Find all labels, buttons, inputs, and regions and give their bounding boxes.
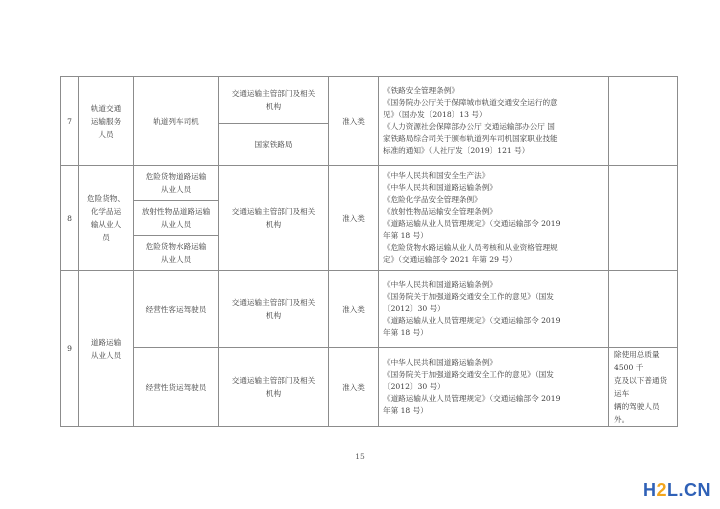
page-number: 15 [355,452,365,461]
basis-cell: 《中华人民共和国道路运输条例》 《国务院关于加强道路交通安全工作的意见》（国发 〔2012〕30 号） 《道路运输从业人员管理规定》（交通运输部令 2019 年第 18 号） [379,348,609,427]
table-row [61,77,678,124]
note-cell [609,166,678,271]
watermark-logo: H2L.CN [643,480,712,500]
category-cell: 危险货物、 化学品运 输从业人 员 [79,166,134,271]
department-cell: 交通运输主管部门及相关 机构 [219,77,329,124]
note-cell [609,271,678,348]
type-cell: 准入类 [329,271,379,348]
job-cell: 轨道列车司机 [134,77,219,166]
qualification-table [60,76,678,427]
job-cell: 经营性客运驾驶员 [134,271,219,348]
table-row [61,348,678,427]
basis-cell: 《中华人民共和国安全生产法》 《中华人民共和国道路运输条例》 《危险化学品安全管理条例》 《放射性物品运输安全管理条例》 《道路运输从业人员管理规定》（交通运输部令 2019 年第 18 号） 《危险货物水路运输从业人员考核和从业资格管理规 定》（交通运输部令 2021 年第 29 号） [379,166,609,271]
department-cell: 国家铁路局 [219,124,329,166]
basis-cell: 《中华人民共和国道路运输条例》 《国务院关于加强道路交通安全工作的意见》（国发 〔2012〕30 号） 《道路运输从业人员管理规定》（交通运输部令 2019 年第 18 号） [379,271,609,348]
job-cell: 放射性物品道路运输 从业人员 [134,201,219,236]
basis-cell: 《铁路安全管理条例》 《国务院办公厅关于保障城市轨道交通安全运行的意 见》（国办发〔2018〕13 号） 《人力资源社会保障部办公厅 交通运输部办公厅 国 家铁路局综合司关于颁布轨道列车司机国家职业技能 标准的通知》（人社厅发〔2019〕121 号） [379,77,609,166]
note-cell [609,77,678,166]
department-cell: 交通运输主管部门及相关 机构 [219,348,329,427]
type-cell: 准入类 [329,77,379,166]
category-cell: 轨道交通 运输服务 人员 [79,77,134,166]
row-number: 7 [61,77,79,166]
category-cell: 道路运输 从业人员 [79,271,134,427]
department-cell: 交通运输主管部门及相关 机构 [219,166,329,271]
job-cell: 经营性货运驾驶员 [134,348,219,427]
table-row [61,271,678,348]
row-number: 9 [61,271,79,427]
department-cell: 交通运输主管部门及相关 机构 [219,271,329,348]
type-cell: 准入类 [329,166,379,271]
type-cell: 准入类 [329,348,379,427]
table-row [61,166,678,201]
job-cell: 危险货物水路运输 从业人员 [134,236,219,271]
row-number: 8 [61,166,79,271]
job-cell: 危险货物道路运输 从业人员 [134,166,219,201]
note-cell: 除使用总质量 4500 千 克及以下普通货运车 辆的驾驶人员外。 [609,348,678,427]
